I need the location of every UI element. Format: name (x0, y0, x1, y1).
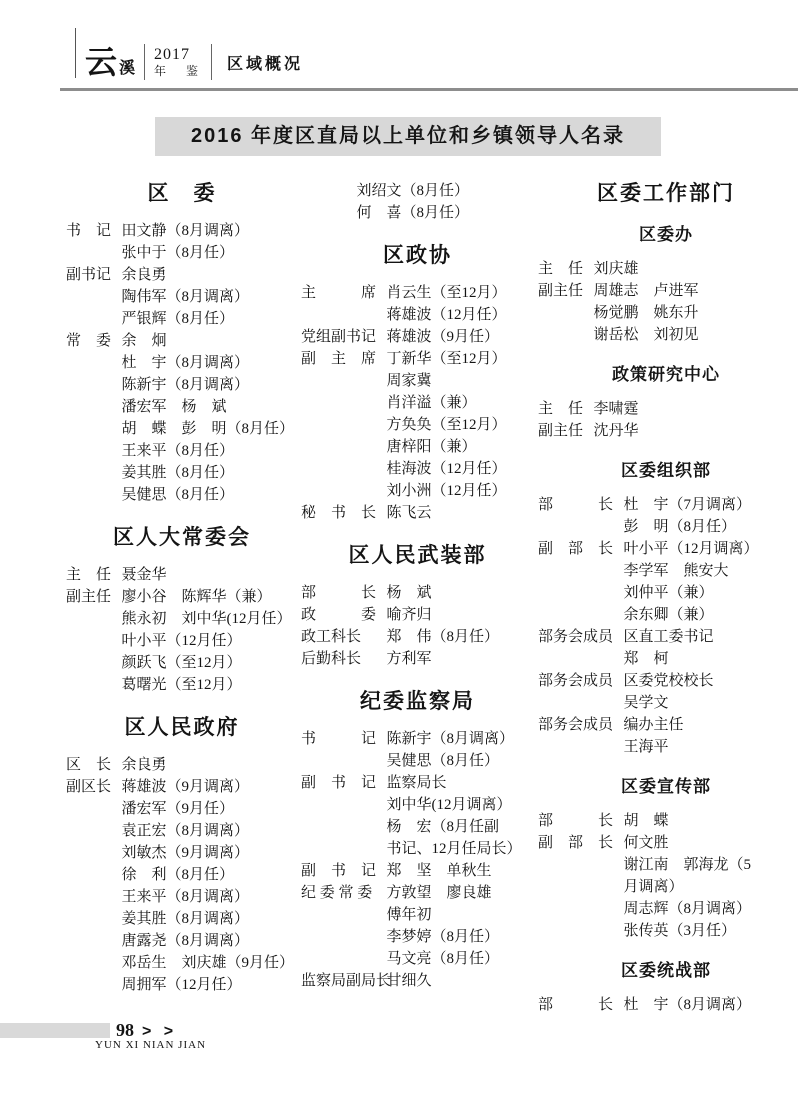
name-line: 书记、12月任局长） (386, 841, 522, 857)
name-line: 彭 明（8月任） (623, 519, 737, 535)
name-lines (122, 330, 299, 506)
name-line: 廖小谷 陈辉华（兼） (121, 589, 272, 605)
name-line: 胡 蝶 彭 明（8月任） (121, 421, 295, 437)
name-lines (387, 882, 535, 970)
name-lines (122, 220, 299, 264)
name-lines (594, 280, 795, 346)
subsection-heading: 区委组织部 (621, 461, 711, 480)
name-lines (122, 264, 299, 330)
column-left (66, 168, 298, 996)
name-lines (122, 776, 299, 996)
position-entry (538, 832, 794, 942)
name-line: 喻齐归 (386, 607, 432, 623)
name-lines (387, 502, 535, 524)
position-entry (66, 586, 298, 696)
name-line: 邓岳生 刘庆雄（9月任） (121, 955, 295, 971)
name-lines (387, 626, 535, 648)
position-label: 部务会成员 (538, 629, 614, 645)
position-label: 副 书 记 (301, 775, 377, 791)
position-label: 主 任 (538, 261, 584, 277)
name-line: 刘庆雄 (593, 261, 639, 277)
name-line: 吴学文 (623, 695, 669, 711)
page-number (116, 1020, 177, 1041)
name-line: 杨 斌 (386, 585, 432, 601)
name-line: 编办主任 (623, 717, 684, 733)
position-entry (301, 772, 534, 860)
name-line: 刘仲平（兼） (623, 585, 714, 601)
name-line: 余 炯 (121, 333, 167, 349)
name-line: 丁新华（至12月） (386, 351, 507, 367)
name-line: 唐梓阳（兼） (386, 439, 477, 455)
name-line: 余良勇 (121, 267, 167, 283)
name-line: 周拥军（12月任） (121, 977, 242, 993)
position-entry (301, 582, 534, 604)
subsection-heading: 区委宣传部 (621, 777, 711, 796)
continuation-lines (301, 180, 534, 224)
name-lines (387, 326, 535, 348)
position-entry (66, 776, 298, 996)
position-entry (66, 220, 298, 264)
name-lines (594, 258, 795, 280)
name-line: 杜 宇（8月调离） (623, 997, 752, 1013)
name-line: 李学军 熊安大 (623, 563, 729, 579)
name-lines (387, 860, 535, 882)
name-line: 袁正宏（8月调离） (121, 823, 250, 839)
footer-bar (0, 1023, 110, 1038)
position-label: 政 委 (301, 607, 377, 623)
name-lines (387, 582, 535, 604)
name-line: 刘小洲（12月任） (386, 483, 507, 499)
position-label: 书 记 (301, 731, 377, 747)
position-entry (301, 282, 534, 326)
name-line: 杨 宏（8月任副 (386, 819, 500, 835)
name-lines (624, 714, 795, 758)
name-lines (624, 538, 795, 626)
subsection-heading: 区委统战部 (621, 961, 711, 980)
position-label: 秘 书 长 (301, 505, 377, 521)
name-line: 傅年初 (386, 907, 432, 923)
position-label: 副书记 (66, 267, 112, 283)
name-line: 监察局长 (386, 775, 447, 791)
position-entry (66, 754, 298, 776)
position-label: 政工科长 (301, 629, 362, 645)
name-lines (624, 670, 795, 714)
position-label: 部务会成员 (538, 673, 614, 689)
name-lines (387, 970, 535, 992)
section-heading: 区 委 (147, 181, 217, 205)
name-line: 杨觉鹏 姚东升 (593, 305, 699, 321)
name-line: 杜 宇（7月调离） (623, 497, 752, 513)
position-label: 后勤科长 (301, 651, 362, 667)
position-entry (301, 728, 534, 772)
position-entry (301, 626, 534, 648)
name-lines (387, 772, 535, 860)
section-heading: 区人大常委会 (113, 525, 251, 549)
position-label: 部务会成员 (538, 717, 614, 733)
name-line: 颜跃飞（至12月） (121, 655, 242, 671)
header-rule (60, 88, 798, 91)
name-line: 刘敏杰（9月调离） (121, 845, 250, 861)
name-line: 陈飞云 (386, 505, 432, 521)
position-label: 区 长 (66, 757, 112, 773)
subsection-heading: 政策研究中心 (612, 365, 720, 384)
position-entry (538, 810, 794, 832)
name-lines (387, 282, 535, 326)
position-label: 纪 委 常 委 (301, 885, 373, 901)
name-line: 方敦望 廖良雄 (386, 885, 492, 901)
position-entry (538, 398, 794, 420)
name-line: 陈新宇（8月调离） (121, 377, 250, 393)
name-line: 何 喜（8月任） (356, 205, 470, 221)
name-line: 张传英（3月任） (623, 923, 737, 939)
name-line: 谢岳松 刘初见 (593, 327, 699, 343)
name-lines (594, 420, 795, 442)
name-line: 王来平（8月任） (121, 443, 235, 459)
section-heading: 区政协 (383, 243, 452, 267)
chevrons-icon: > > (142, 1023, 178, 1040)
name-line: 熊永初 刘中华(12月任） (121, 611, 292, 627)
section-heading: 区人民武装部 (348, 543, 487, 567)
name-line: 潘宏军 杨 斌 (121, 399, 227, 415)
position-label: 副主任 (538, 423, 584, 439)
page-header (85, 44, 303, 80)
position-label: 副 书 记 (301, 863, 377, 879)
page-number-value: 98 (116, 1020, 134, 1040)
name-line: 周志辉（8月调离） (623, 901, 752, 917)
position-entry (301, 648, 534, 670)
name-line: 吴健思（8月任） (121, 487, 235, 503)
position-entry (538, 538, 794, 626)
name-line: 陈新宇（8月调离） (386, 731, 515, 747)
name-line: 方利军 (386, 651, 432, 667)
name-line: 刘中华(12月调离） (386, 797, 512, 813)
position-label: 副区长 (66, 779, 112, 795)
logo-character-xi: 溪 (119, 60, 136, 77)
position-label: 副 部 长 (538, 541, 614, 557)
name-line: 叶小平（12月调离） (623, 541, 759, 557)
name-line: 何文胜 (623, 835, 669, 851)
name-line: 余良勇 (121, 757, 167, 773)
position-label: 副主任 (66, 589, 112, 605)
name-line: 唐露尧（8月调离） (121, 933, 250, 949)
name-line: 王海平 (623, 739, 669, 755)
name-line: 蒋雄波（9月任） (386, 329, 500, 345)
name-line: 肖洋溢（兼） (386, 395, 477, 411)
yearbook-year-block (154, 46, 202, 79)
name-line: 蒋雄波（9月调离） (121, 779, 250, 795)
position-label: 书 记 (66, 223, 112, 239)
position-entry (538, 994, 794, 1016)
position-label: 主 席 (301, 285, 377, 301)
header-divider (144, 44, 145, 80)
name-line: 杜 宇（8月调离） (121, 355, 250, 371)
position-entry (301, 604, 534, 626)
position-entry (301, 860, 534, 882)
name-line: 周雄志 卢进军 (593, 283, 699, 299)
name-lines (387, 348, 535, 502)
name-line: 王来平（8月调离） (121, 889, 250, 905)
romanized-title: YUN XI NIAN JIAN (95, 1039, 207, 1051)
page-title: 2016 年度区直局以上单位和乡镇领导人名录 (155, 117, 661, 156)
name-line: 区委党校校长 (623, 673, 714, 689)
position-label: 副 部 长 (538, 835, 614, 851)
position-label: 部 长 (538, 997, 614, 1013)
name-line: 周家冀 (386, 373, 432, 389)
position-label: 部 长 (538, 497, 614, 513)
name-lines (624, 810, 795, 832)
name-line: 甘细久 (386, 973, 432, 989)
chapter-title: 区域概况 (227, 55, 304, 73)
position-entry (538, 258, 794, 280)
position-entry (66, 264, 298, 330)
name-line: 徐 利（8月任） (121, 867, 235, 883)
name-line: 刘绍文（8月任） (356, 183, 470, 199)
name-line: 区直工委书记 (623, 629, 714, 645)
name-line: 田文静（8月调离） (121, 223, 250, 239)
position-label: 部 长 (538, 813, 614, 829)
name-line: 月调离） (623, 879, 684, 895)
section-heading: 区人民政府 (124, 715, 240, 739)
position-entry (538, 626, 794, 670)
name-line: 叶小平（12月任） (121, 633, 242, 649)
position-entry (301, 502, 534, 524)
header-tick-rule (75, 28, 76, 78)
position-label: 监察局副局长 (301, 973, 392, 989)
position-label: 主 任 (66, 567, 112, 583)
name-line: 肖云生（至12月） (386, 285, 507, 301)
name-line: 马文亮（8月任） (386, 951, 500, 967)
position-label: 党组副书记 (301, 329, 377, 345)
name-line: 李啸霆 (593, 401, 639, 417)
name-lines (624, 832, 795, 942)
name-line: 聂金华 (121, 567, 167, 583)
position-label: 常 委 (66, 333, 112, 349)
name-lines (387, 728, 535, 772)
position-label: 副 主 席 (301, 351, 377, 367)
name-line: 蒋雄波（12月任） (386, 307, 507, 323)
section-heading: 纪委监察局 (360, 689, 475, 713)
name-line: 张中于（8月任） (121, 245, 235, 261)
position-entry (538, 714, 794, 758)
name-line: 桂海波（12月任） (386, 461, 507, 477)
name-line: 郑 坚 单秋生 (386, 863, 492, 879)
name-lines (594, 398, 795, 420)
name-line: 余东卿（兼） (623, 607, 714, 623)
name-lines (624, 994, 795, 1016)
name-line: 陶伟军（8月调离） (121, 289, 250, 305)
name-line: 葛曙光（至12月） (121, 677, 242, 693)
position-entry (301, 348, 534, 502)
name-lines (122, 754, 299, 776)
position-entry (538, 494, 794, 538)
position-entry (538, 670, 794, 714)
position-entry (538, 280, 794, 346)
position-entry (66, 330, 298, 506)
name-line: 谢江南 郭海龙（5 (623, 857, 752, 873)
name-lines (387, 604, 535, 626)
position-entry (301, 882, 534, 970)
logo-character-yun: 云 (85, 44, 118, 80)
position-entry (66, 564, 298, 586)
name-lines (122, 586, 299, 696)
position-label: 副主任 (538, 283, 584, 299)
name-line: 姜其胜（8月调离） (121, 911, 250, 927)
name-line: 郑 伟（8月任） (386, 629, 500, 645)
subsection-heading: 区委办 (639, 225, 693, 244)
name-line: 李梦婷（8月任） (386, 929, 500, 945)
column-right (538, 168, 794, 1016)
name-lines (624, 494, 795, 538)
yearbook-label: 年 鉴 (154, 63, 203, 78)
year-label: 2017 (154, 45, 191, 63)
name-lines (122, 564, 299, 586)
position-entry (301, 326, 534, 348)
position-label: 部 长 (301, 585, 377, 601)
column-middle (301, 168, 534, 992)
name-line: 沈丹华 (593, 423, 639, 439)
header-divider (211, 44, 212, 80)
section-heading: 区委工作部门 (597, 181, 735, 205)
name-line: 吴健思（8月任） (386, 753, 500, 769)
name-line: 郑 柯 (623, 651, 669, 667)
name-lines (624, 626, 795, 670)
name-lines (387, 648, 535, 670)
name-line: 姜其胜（8月任） (121, 465, 235, 481)
name-line: 方奂奂（至12月） (386, 417, 507, 433)
name-line: 严银辉（8月任） (121, 311, 235, 327)
position-entry (538, 420, 794, 442)
position-entry (301, 970, 534, 992)
name-line: 潘宏军（9月任） (121, 801, 235, 817)
position-label: 主 任 (538, 401, 584, 417)
name-line: 胡 蝶 (623, 813, 669, 829)
